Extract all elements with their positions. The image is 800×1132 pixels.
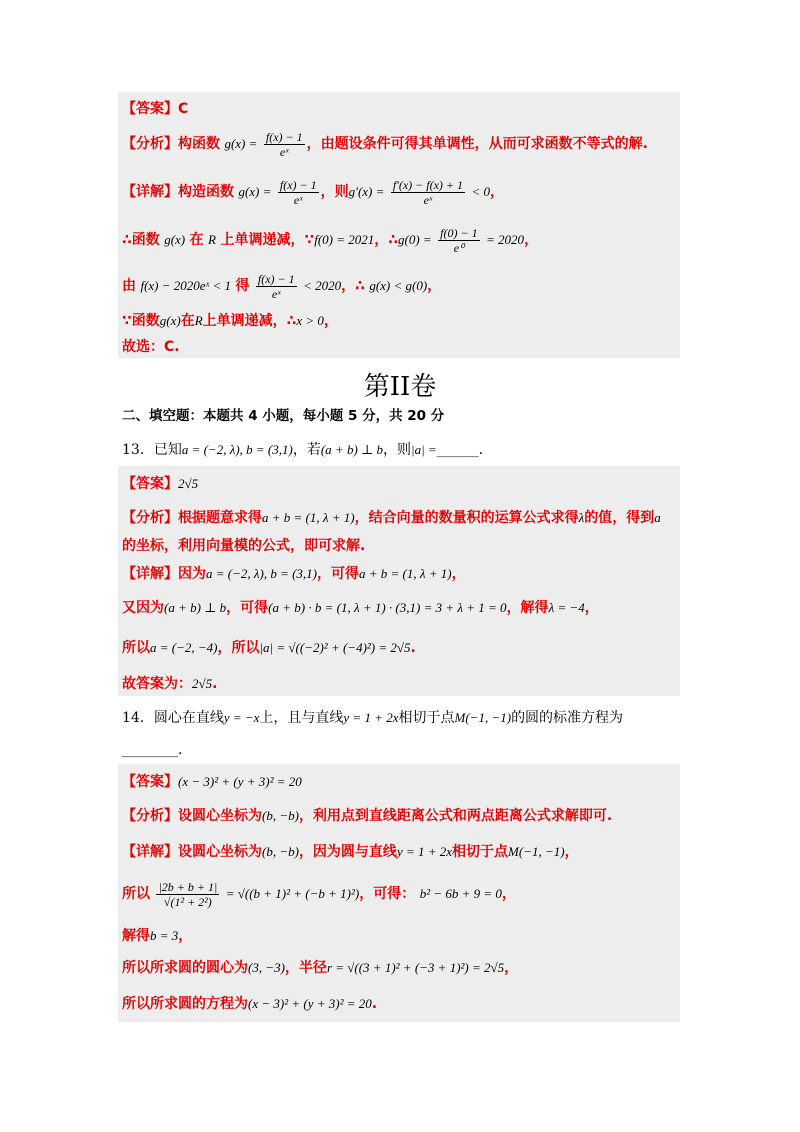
analysis-line-13-2: 的坐标，利用向量模的公式，即可求解. [122,538,366,554]
answer-blank: ______ [436,442,479,458]
question-14: 14．圆心在直线y = −x上，且与直线y = 1 + 2x相切于点M(−1, −1)的圆的标准方程为 [122,710,624,726]
detail-line-14-4: 所以所求圆的圆心为(3, −3)，半径r = √((3 + 1)² + (−3 + 1)²) = 2√5， [122,960,519,976]
detail-line-14-3: 解得b = 3， [122,928,193,944]
detail-line-12-2: ∴函数 g(x) 在 R 上单调递减，∵f(0) = 2021，∴g(0) = $\frac{f(0) - 1}{\text{e⁰}}$ = 2020， [122,225,539,255]
detail-line-13-3: 所以a = (−2, −4)，所以|a| = √((−2)² + (−4)²) = 2√5. [122,640,416,656]
conclusion-line-12: 故选：C. [122,339,180,355]
analysis-line-14: 【分析】设圆心坐标为(b, −b)，利用点到直线距离公式和两点距离公式求解即可. [122,808,613,824]
detail-line-12-1: 【详解】构造函数 g(x) = $\frac{f(x) - 1}{\text{eˣ}}$ ，则g′(x) = $\frac{f'(x) - f(x) + 1}{\text{eˣ}}$ < 0， [122,177,504,207]
section-title: 第II卷 [363,372,437,402]
answer-line-14: 【答案】(x − 3)² + (y + 3)² = 20 [122,774,302,790]
detail-line-14-5: 所以所求圆的方程为(x − 3)² + (y + 3)² = 20. [122,996,378,1012]
answer-blank: ________. [122,742,183,758]
detail-line-12-4: ∵函数g(x)在R上单调递减，∴x > 0， [122,313,338,329]
detail-tag: 【详解】 [122,184,178,200]
answer-line-13: 【答案】2√5 [122,476,199,492]
detail-line-13-1: 【详解】因为a = (−2, λ), b = (3,1)，可得a + b = (1, λ + 1)， [122,566,466,582]
fraction: $\frac{f(0) - 1}{\text{e⁰}}$ [440,225,478,255]
detail-line-12-3: 由 f(x) − 2020eˣ < 1 得 $\frac{f(x) - 1}{\text{eˣ}}$ < 2020，∴ g(x) < g(0)， [122,271,442,301]
fraction: $\frac{f(x) - 1}{\text{eˣ}}$ [279,177,317,207]
question-14-blank [122,740,182,760]
analysis-tag: 【分析】 [122,136,178,152]
section-heading: 二、填空题：本题共 4 小题，每小题 5 分，共 20 分 [122,408,445,424]
fraction: $\frac{f'(x) - f(x) + 1}{\text{eˣ}}$ [392,177,463,207]
question-13: 13．已知a = (−2, λ), b = (3,1)，若(a + b) ⊥ b，则|a| =______． [122,442,493,458]
detail-line-14-2: 所以 $\frac{|2b + b + 1|}{\text{√(1² + 2²)}}$ = √((b + 1)² + (−b + 1)²)，可得： b² − 6b + 9 = 0， [122,879,516,909]
analysis-line-12: 【分析】构函数 g(x) = $\frac{f(x) - 1}{\text{eˣ}}$ ，由题设条件可得其单调性，从而可求函数不等式的解. [122,129,648,159]
answer-line-12 [122,99,188,119]
analysis-line-13-1: 【分析】根据题意求得a + b = (1, λ + 1)，结合向量的数量积的运算公式求得λ的值，得到a [122,510,661,526]
fraction: $\frac{f(x) - 1}{\text{eˣ}}$ [257,271,295,301]
answer-tag: 【答案】 [122,101,178,117]
detail-line-13-2: 又因为(a + b) ⊥ b，可得(a + b) · b = (1, λ + 1) · (3,1) = 3 + λ + 1 = 0，解得λ = −4， [122,600,599,616]
fraction: $\frac{|2b + b + 1|}{\text{√(1² + 2²)}}$ [158,879,218,909]
answer-value: C [178,101,189,117]
detail-line-13-4: 故答案为：2√5. [122,676,218,692]
fraction: $\frac{f(x) - 1}{\text{eˣ}}$ [265,129,303,159]
detail-line-14-1: 【详解】设圆心坐标为(b, −b)，因为圆与直线y = 1 + 2x相切于点M(−1, −1)， [122,844,579,860]
